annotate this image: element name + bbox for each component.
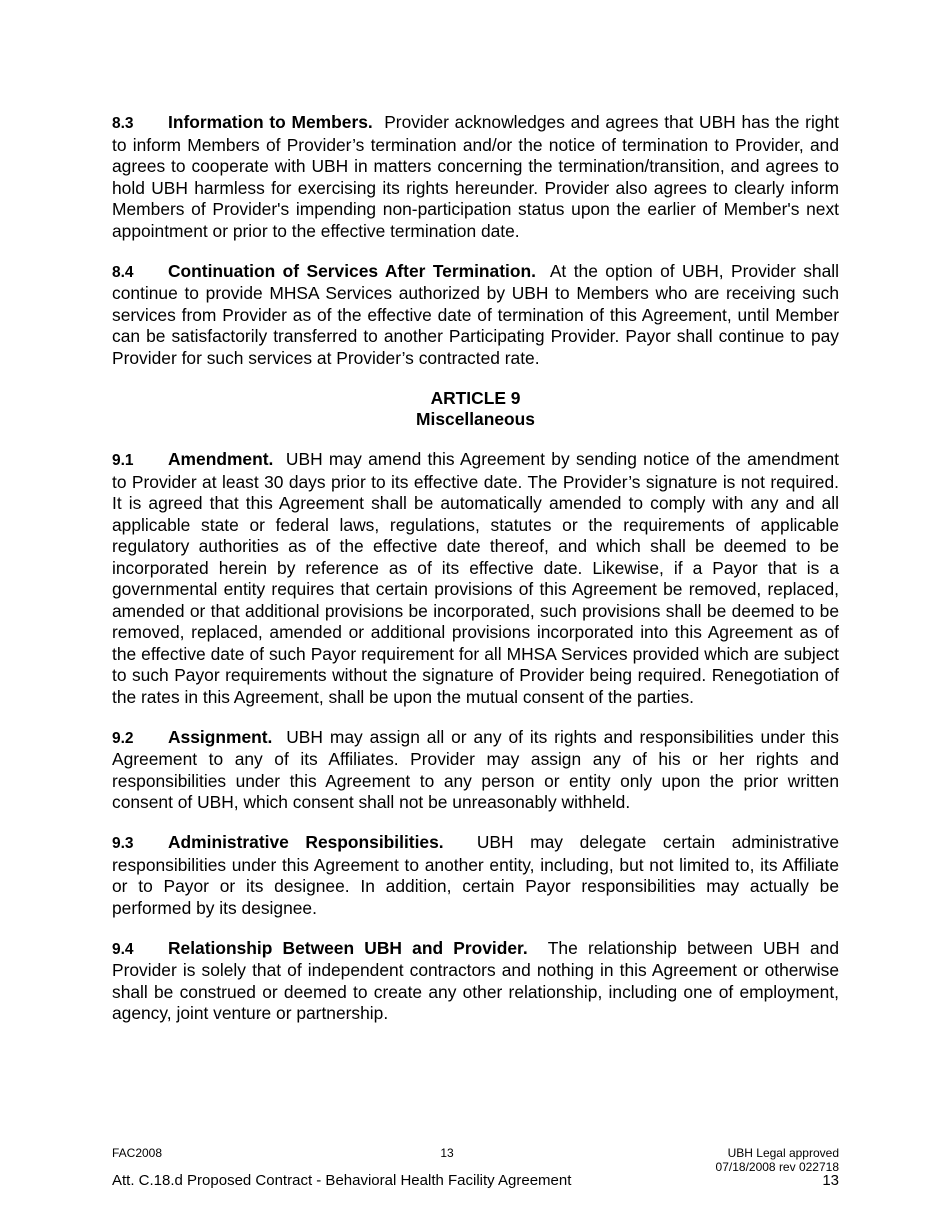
section-heading: Relationship Between UBH and Provider. [168, 937, 528, 958]
revision-line: 07/18/2008 rev 022718 [715, 1160, 839, 1174]
section-heading: Continuation of Services After Termination. [168, 260, 536, 281]
section-9-3 [112, 832, 839, 919]
section-body: At the option of UBH, Provider shall continue to provide MHSA Services authorized by UBH to Members who are receiving such services from Provider as of the effective date of termination of this Agreement, until Member can be satisfactorily transferred to another Participating Provider. Payor shall continue to pay Provider for such services at Provider’s contracted rate. [112, 260, 839, 368]
article-heading [112, 388, 839, 431]
section-number: 8.4 [112, 263, 134, 281]
section-number: 9.4 [112, 940, 134, 958]
section-number: 9.1 [112, 452, 134, 469]
section-heading: Administrative Responsibilities. [168, 832, 444, 852]
form-code: FAC2008 [112, 1146, 163, 1160]
section-body: UBH may assign all or any of its rights and responsibilities under this Agreement to any of its Affiliates. Provider may assign any of his or her rights and responsibilities under this Agreement to any person or entity only upon the prior written consent of UBH, which consent shall not be unreasonably withheld. [112, 726, 839, 812]
section-body: UBH may amend this Agreement by sending notice of the amendment to Provider at least 30 days prior to its effective date. The Provider’s signature is not required. It is agreed that this Agreement shall be automatically amended to comply with any and all applicable state or federal laws, regulations, statutes or the requirements of applicable regulatory authorities as of the effective date thereof, and which shall be deemed to be incorporated herein by reference as of its effective date. Likewise, if a Payor that is a governmental entity requires that certain provisions of this Agreement be removed, replaced, amended or that additional provisions be incorporated, such provisions shall be deemed to be removed, replaced, amended or additional provisions incorporated into this Agreement as of the effective date of such Payor requirement for all MHSA Services provided which are subject to such Payor requirements without the signature of Provider being required. Renegotiation of the rates in this Agreement, shall be upon the mutual consent of the parties. [112, 449, 839, 707]
section-heading: Information to Members. [168, 112, 373, 132]
section-number: 8.3 [112, 115, 134, 132]
section-body: Provider acknowledges and agrees that UBH has the right to inform Members of Provider’s termination and/or the notice of termination to Provider, and agrees to cooperate with UBH in matters concerning the termination/transition, and agrees to hold UBH harmless for exercising its rights hereunder. Provider also agrees to clearly inform Members of Provider's impending non-participation status upon the earlier of Member's next appointment or prior to the effective termination date. [112, 112, 839, 241]
article-title: ARTICLE 9 [430, 387, 521, 408]
section-9-2 [112, 727, 839, 814]
attachment-title: Att. C.18.d Proposed Contract - Behavioral Health Facility Agreement [112, 1172, 572, 1189]
section-heading: Amendment. [168, 449, 274, 469]
section-number: 9.3 [112, 835, 134, 852]
section-number: 9.2 [112, 729, 134, 747]
section-body: The relationship between UBH and Provider is solely that of independent contractors and nothing in this Agreement or otherwise shall be construed or deemed to create any other relationship, including one of employment, agency, joint venture or partnership. [112, 937, 839, 1023]
document-body [112, 112, 839, 1043]
section-heading: Assignment. [168, 726, 273, 747]
section-8-3 [112, 112, 839, 242]
section-body: UBH may delegate certain administrative responsibilities under this Agreement to another entity, including, but not limited to, its Affiliate or to Payor or its designee. In addition, certain Payor responsibilities may actually be performed by its designee. [112, 832, 839, 918]
page-number: 13 [440, 1146, 454, 1160]
article-subtitle: Miscellaneous [416, 409, 535, 429]
section-8-4 [112, 261, 839, 370]
section-9-1 [112, 449, 839, 708]
approval-stamp [716, 1146, 839, 1174]
section-9-4 [112, 938, 839, 1025]
attachment-page-number: 13 [822, 1172, 839, 1189]
approval-line: UBH Legal approved [727, 1146, 839, 1160]
